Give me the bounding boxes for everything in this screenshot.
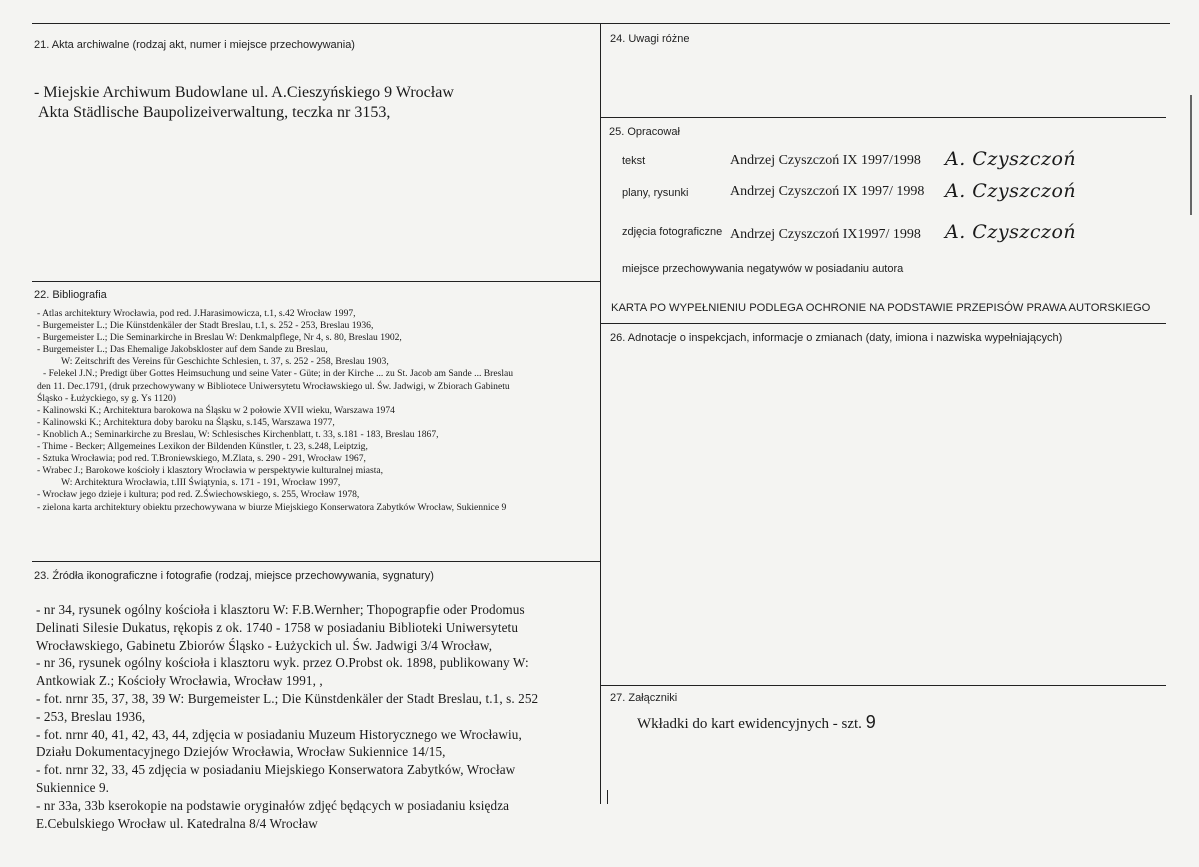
divider-21-22 bbox=[32, 281, 600, 282]
archive-line-2: Akta Städlische Baupolizeiverwaltung, teczka nr 3153, bbox=[38, 104, 391, 121]
bibliography-list bbox=[37, 308, 513, 514]
row-plans-label: plany, rysunki bbox=[622, 187, 689, 199]
row-plans-author: Andrzej Czyszczoń IX 1997/ 1998 bbox=[730, 184, 925, 199]
source-line: Sukiennice 9. bbox=[36, 779, 110, 795]
row-plans-signature: A. Czyszczoń bbox=[945, 180, 1077, 202]
source-line: E.Cebulskiego Wrocław ul. Katedralna 8/4 Wrocław bbox=[36, 815, 318, 831]
row-text-label: tekst bbox=[622, 155, 646, 167]
archive-line-1: - Miejskie Archiwum Budowlane ul. A.Cieszyńskiego 9 Wrocław bbox=[34, 84, 454, 101]
source-line: - nr 34, rysunek ogólny kościoła i klasztoru W: F.B.Wernher; Thopograpfie oder Prodomus bbox=[36, 602, 525, 617]
bib-item: - Burgemeister L.; Die Künstdenkäler der Stadt Breslau, t.1, s. 252 - 253, Breslau 1936, bbox=[37, 320, 374, 332]
bib-item: - Atlas architektury Wrocławia, pod red. J.Harasimowicza, t.1, s.42 Wrocław 1997, bbox=[37, 308, 356, 319]
section-26-header: 26. Adnotacje o inspekcjach, informacje o zmianach (daty, imiona i nazwiska wypełniających) bbox=[610, 332, 1063, 344]
source-line: Delinati Silesie Dukatus, rękopis z ok. 1740 - 1758 w posiadaniu Biblioteki Uniwersytetu bbox=[36, 619, 519, 635]
divider-22-23 bbox=[32, 561, 600, 562]
divider-25-26 bbox=[601, 323, 1166, 324]
source-line: - 253, Breslau 1936, bbox=[36, 708, 146, 724]
source-line: Antkowiak Z.; Kościoły Wrocławia, Wrocław 1991, , bbox=[36, 673, 323, 689]
bib-item: W: Zeitschrift des Vereins für Geschichte Schlesien, t. 37, s. 252 - 258, Breslau 1903, bbox=[61, 356, 389, 368]
bib-item: - Kalinowski K.; Architektura barokowa na Śląsku w 2 połowie XVII wieku, Warszawa 1974 bbox=[37, 404, 395, 416]
row-text-author: Andrzej Czyszczoń IX 1997/1998 bbox=[730, 153, 921, 168]
copyright-notice: KARTA PO WYPEŁNIENIU PODLEGA OCHRONIE NA PODSTAWIE PRZEPISÓW PRAWA AUTORSKIEGO bbox=[611, 302, 1151, 314]
bib-item: - Burgemeister L.; Die Seminarkirche in Breslau W: Denkmalpflege, Nr 4, s. 80, Breslau 1902, bbox=[37, 332, 402, 344]
row-photos-label: zdjęcia fotograficzne bbox=[622, 226, 723, 238]
bib-item: - Thime - Becker; Allgemeines Lexikon der Bildenden Künstler, t. 23, s.248, Leiptzig, bbox=[37, 441, 368, 453]
attachments-label: Wkładki do kart ewidencyjnych - szt. bbox=[637, 716, 862, 732]
source-line: - nr 36, rysunek ogólny kościoła i klasztoru wyk. przez O.Probst ok. 1898, publikowany W: bbox=[36, 655, 529, 671]
source-line: - nr 33a, 33b kserokopie na podstawie oryginałów zdjęć będących w posiadaniu księdza bbox=[36, 797, 510, 813]
top-border bbox=[32, 23, 1170, 24]
center-divider bbox=[600, 24, 601, 804]
source-line: - fot. nrnr 40, 41, 42, 43, 44, zdjęcia w posiadaniu Muzeum Historycznego we Wrocławiu, bbox=[36, 726, 522, 742]
row-photos-signature: A. Czyszczoń bbox=[945, 221, 1077, 243]
source-line: Wrocławskiego, Gabinetu Zbiorów Śląsko - Łużyckich ul. Św. Jadwigi 3/4 Wrocław, bbox=[36, 637, 493, 653]
row-text-signature: A. Czyszczoń bbox=[945, 148, 1077, 170]
right-border-mark bbox=[1190, 95, 1192, 215]
bib-item: - Wrabec J.; Barokowe kościoły i klasztory Wrocławia w perspektywie kulturalnej miasta, bbox=[37, 465, 384, 477]
iconographic-sources-list bbox=[36, 601, 538, 832]
section-22-header: 22. Bibliografia bbox=[34, 289, 107, 301]
row-photos-author: Andrzej Czyszczoń IX1997/ 1998 bbox=[730, 227, 921, 242]
bib-item: - Sztuka Wrocławia; pod red. T.Broniewskiego, M.Zlata, s. 290 - 291, Wrocław 1967, bbox=[37, 453, 366, 465]
bib-item: - Kalinowski K.; Architektura doby baroku na Śląsku, s.145, Warszawa 1977, bbox=[37, 416, 335, 428]
attachments-count: 9 bbox=[865, 712, 876, 732]
section-25-header: 25. Opracował bbox=[609, 126, 680, 138]
bib-item: - Felekel J.N.; Predigt über Gottes Heimsuchung und seine Vater - Güte; in der Kirche ... zu St. Jacob am Sande ... Breslau bbox=[43, 368, 514, 380]
source-line: - fot. nrnr 35, 37, 38, 39 W: Burgemeister L.; Die Künstdenkäler der Stadt Breslau, t.1, s. 252 bbox=[36, 690, 539, 706]
bib-item: - zielona karta architektury obiektu przechowywana w biurze Miejskiego Konserwatora Zabytków Wrocław, Sukiennice 9 bbox=[37, 501, 507, 513]
negatives-location: miejsce przechowywania negatywów w posiadaniu autora bbox=[622, 263, 904, 275]
section-27-header: 27. Załączniki bbox=[610, 692, 678, 704]
bib-item: - Wrocław jego dzieje i kultura; pod red. Z.Świechowskiego, s. 255, Wrocław 1978, bbox=[37, 489, 360, 501]
attachments-text bbox=[637, 712, 876, 733]
divider-26-27 bbox=[601, 685, 1166, 686]
vertical-stub bbox=[607, 790, 608, 804]
section-23-header: 23. Źródła ikonograficzne i fotografie (rodzaj, miejsce przechowywania, sygnatury) bbox=[34, 570, 434, 582]
bib-item: W: Architektura Wrocławia, t.III Świątynia, s. 171 - 191, Wrocław 1997, bbox=[61, 477, 341, 489]
bib-item: den 11. Dec.1791, (druk przechowywany w Bibliotece Uniwersytetu Wrocławskiego ul. Św. Jadwigi, w Zbiorach Gabinetu bbox=[37, 380, 510, 392]
bib-item: Śląsko - Łużyckiego, sy g. Ys 1120) bbox=[37, 392, 176, 404]
section-21-header: 21. Akta archiwalne (rodzaj akt, numer i miejsce przechowywania) bbox=[34, 39, 355, 51]
section-24-header: 24. Uwagi różne bbox=[610, 33, 690, 45]
source-line: Działu Dokumentacyjnego Dziejów Wrocławia, Wrocław Sukiennice 14/15, bbox=[36, 744, 446, 760]
bib-item: - Burgemeister L.; Das Ehemalige Jakobskloster auf dem Sande zu Breslau, bbox=[37, 344, 328, 356]
bib-item: - Knoblich A.; Seminarkirche zu Breslau, W: Schlesisches Kirchenblatt, t. 33, s.181 - 183, Breslau 1867, bbox=[37, 428, 439, 440]
source-line: - fot. nrnr 32, 33, 45 zdjęcia w posiadaniu Miejskiego Konserwatora Zabytków, Wrocław bbox=[36, 762, 516, 778]
divider-24-25 bbox=[601, 117, 1166, 118]
